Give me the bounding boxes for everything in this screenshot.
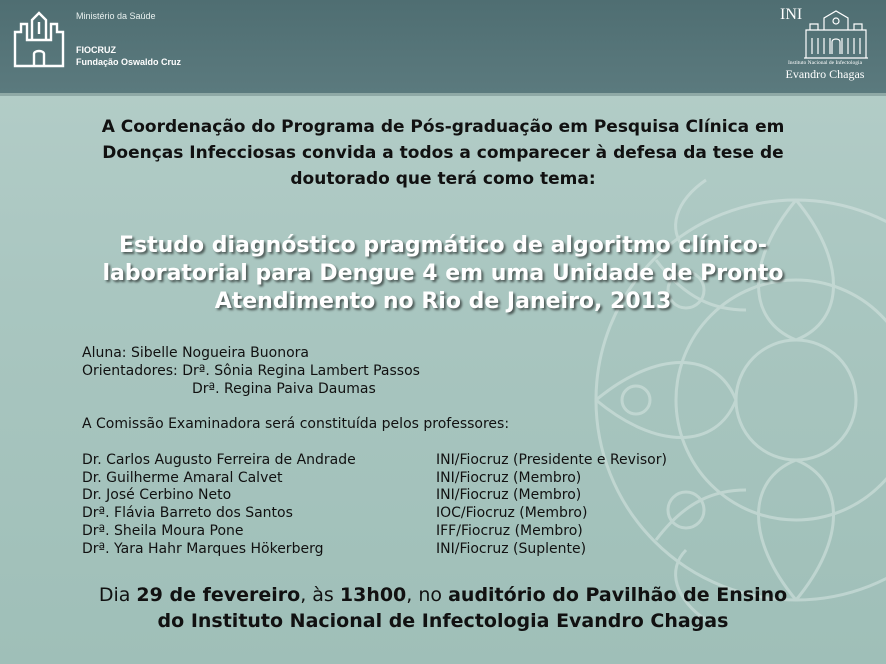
- committee-member-name: Dr. José Cerbino Neto: [82, 487, 232, 503]
- committee-member-name: Dr. Guilherme Amaral Calvet: [82, 470, 283, 486]
- committee-member-name: Drª. Yara Hahr Marques Hökerberg: [82, 541, 324, 557]
- committee-intro: A Comissão Examinadora será constituída pelos professores:: [82, 416, 510, 432]
- title-line: Atendimento no Rio de Janeiro, 2013: [214, 289, 672, 314]
- committee-member-role: INI/Fiocruz (Suplente): [436, 541, 587, 557]
- advisors-line: [82, 362, 420, 380]
- foundation-label: Fundação Oswaldo Cruz: [76, 57, 182, 67]
- day-label: Dia: [98, 584, 131, 606]
- fiocruz-label: FIOCRUZ: [76, 45, 116, 55]
- ini-evandro-chagas: Evandro Chagas: [785, 67, 865, 81]
- committee-member-name: Drª. Sheila Moura Pone: [82, 523, 244, 539]
- student-name: Sibelle Nogueira Buonora: [130, 345, 309, 361]
- fiocruz-brand: [12, 8, 272, 78]
- committee-member-role: INI/Fiocruz (Membro): [436, 487, 582, 503]
- intro-line: A Coordenação do Programa de Pós-graduação em Pesquisa Clínica em: [101, 117, 785, 137]
- event-time: 13h00: [339, 584, 407, 606]
- event-line-1: [10, 582, 876, 608]
- title-line: Estudo diagnóstico pragmático de algoritmo clínico-: [118, 233, 768, 258]
- event-date: 29 de fevereiro: [136, 584, 301, 606]
- ministry-label: Ministério da Saúde: [76, 11, 156, 21]
- event-details: [10, 582, 876, 634]
- event-place: auditório do Pavilhão de Ensino: [448, 584, 788, 606]
- ini-full-name: Instituto Nacional de Infectologia: [787, 60, 863, 66]
- intro-line: Doenças Infecciosas convida a todos a comparecer à defesa da tese de: [102, 143, 784, 163]
- at-label: , às: [300, 584, 334, 606]
- fiocruz-castle-logo: [12, 10, 66, 68]
- event-institution: do Instituto Nacional de Infectologia Evandro Chagas: [157, 610, 729, 632]
- advisors-label: Orientadores:: [82, 363, 178, 379]
- student-line: [82, 344, 309, 362]
- student-label: Aluna:: [82, 345, 127, 361]
- committee-member-role: INI/Fiocruz (Membro): [436, 470, 582, 486]
- intro-line: doutorado que terá como tema:: [290, 169, 596, 189]
- advisor-second: Drª. Regina Paiva Daumas: [192, 381, 376, 397]
- advisor-first: Drª. Sônia Regina Lambert Passos: [182, 363, 420, 379]
- event-line-2: [10, 608, 876, 634]
- title-line: laboratorial para Dengue 4 em uma Unidade de Pronto: [102, 261, 784, 286]
- ini-abbreviation: INI: [780, 6, 803, 23]
- thesis-title: [20, 232, 866, 316]
- committee-member-role: INI/Fiocruz (Presidente e Revisor): [436, 452, 667, 468]
- committee-member-name: Dr. Carlos Augusto Ferreira de Andrade: [82, 452, 356, 468]
- ini-brand: [778, 6, 872, 84]
- in-label: , no: [406, 584, 443, 606]
- invitation-intro: [40, 114, 846, 192]
- committee-member-name: Drª. Flávia Barreto dos Santos: [82, 505, 293, 521]
- committee-member-role: IFF/Fiocruz (Membro): [436, 523, 583, 539]
- ini-building-logo: [802, 8, 870, 60]
- committee-member-role: IOC/Fiocruz (Membro): [436, 505, 588, 521]
- header-bar: [0, 0, 886, 96]
